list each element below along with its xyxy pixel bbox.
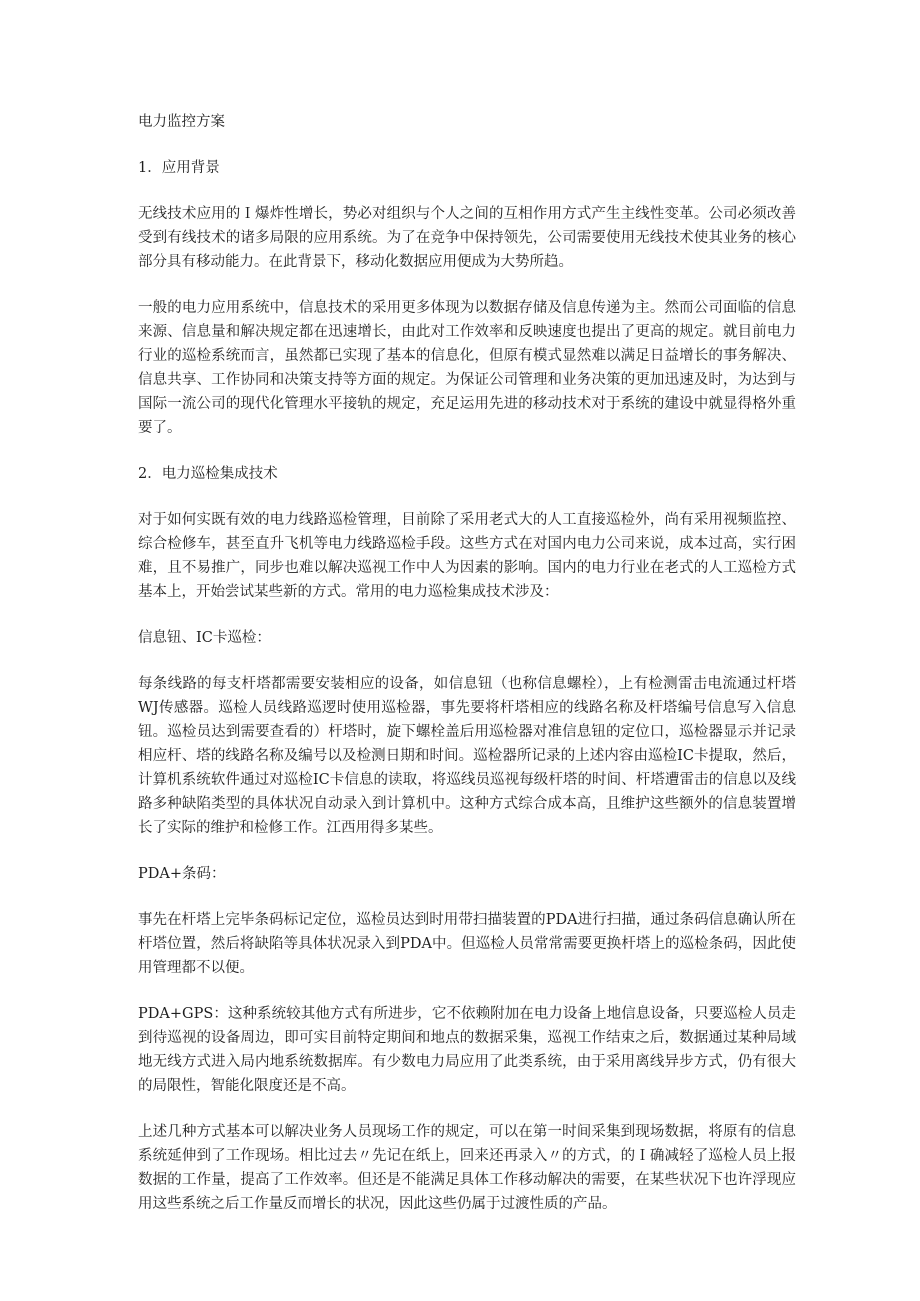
method-label-ic-card: 信息钮、IC卡巡检：: [138, 630, 271, 646]
paragraph-pda-barcode: 事先在杆塔上完毕条码标记定位，巡检员达到时用带扫描装置的PDA进行扫描，通过条码信息确认所在杆塔位置，然后将缺陷等具体状况录入到PDA中。但巡检人员常常需要更换杆塔上的巡检条码，因此使用管理都不以便。: [138, 912, 796, 976]
section-heading-background: 1．应用背景: [138, 160, 220, 176]
method-label-pda-barcode: PDA+条码：: [138, 866, 226, 882]
paragraph-pda-gps: PDA+GPS：这种系统较其他方式有所进步，它不依赖附加在电力设备上地信息设备，只要巡检人员走到待巡视的设备周边，即可实目前特定期间和地点的数据采集，巡视工作结束之后，数据通过某种局域地无线方式进入局内地系统数据库。有少数电力局应用了此类系统，由于采用离线异步方式，仍有很大的局限性，智能化限度还是不高。: [138, 1006, 796, 1094]
paragraph-summary: 上述几种方式基本可以解决业务人员现场工作的规定，可以在第一时间采集到现场数据，将原有的信息系统延伸到了工作现场。相比过去〃先记在纸上，回来还再录入〃的方式，的Ｉ确减轻了巡检人员上报数据的工作量，提高了工作效率。但还是不能满足具体工作移动解决的需要，在某些状况下也许浮现应用这些系统之后工作量反而增长的状况，因此这些仍属于过渡性质的产品。: [138, 1124, 796, 1212]
paragraph-inspection-intro: 对于如何实既有效的电力线路巡检管理，目前除了采用老式大的人工直接巡检外，尚有采用视频监控、综合检修车，甚至直升飞机等电力线路巡检手段。这些方式在对国内电力公司来说，成本过高，实行困难，且不易推广，同步也难以解决巡视工作中人为因素的影响。国内的电力行业在老式的人工巡检方式基本上，开始尝试某些新的方式。常用的电力巡检集成技术涉及：: [138, 512, 796, 600]
section-heading-inspection-tech: 2．电力巡检集成技术: [138, 466, 278, 482]
document-body: [138, 110, 796, 1238]
paragraph-power-systems: 一般的电力应用系统中，信息技术的采用更多体现为以数据存储及信息传递为主。然而公司面临的信息来源、信息量和解决规定都在迅速增长，由此对工作效率和反映速度也提出了更高的规定。就目前电力行业的巡检系统而言，虽然都已实现了基本的信息化，但原有模式显然难以满足日益增长的事务解决、信息共享、工作协同和决策支持等方面的规定。为保证公司管理和业务决策的更加迅速及时，为达到与国际一流公司的现代化管理水平接轨的规定，充足运用先进的移动技术对于系统的建设中就显得格外重要了。: [138, 300, 796, 436]
paragraph-wireless-growth: 无线技术应用的Ｉ爆炸性增长，势必对组织与个人之间的互相作用方式产生主线性变革。公司必须改善受到有线技术的诸多局限的应用系统。为了在竞争中保持领先，公司需要使用无线技术使其业务的核心部分具有移动能力。在此背景下，移动化数据应用便成为大势所趋。: [138, 206, 796, 270]
paragraph-ic-card: 每条线路的每支杆塔都需要安装相应的设备，如信息钮（也称信息螺栓），上有检测雷击电流通过杆塔WJ传感器。巡检人员线路巡逻时使用巡检器，事先要将杆塔相应的线路名称及杆塔编号信息写入信息钮。巡检员达到需要查看的）杆塔时，旋下螺栓盖后用巡检器对准信息钮的定位口，巡检器显示并记录相应杆、塔的线路名称及编号以及检测日期和时间。巡检器所记录的上述内容由巡检IC卡提取，然后，计算机系统软件通过对巡检IC卡信息的读取，将巡线员巡视每级杆塔的时间、杆塔遭雷击的信息以及线路多种缺陷类型的具体状况自动录入到计算机中。这种方式综合成本高，且维护这些额外的信息装置增长了实际的维护和检修工作。江西用得多某些。: [138, 676, 796, 836]
document-title: 电力监控方案: [138, 114, 225, 130]
